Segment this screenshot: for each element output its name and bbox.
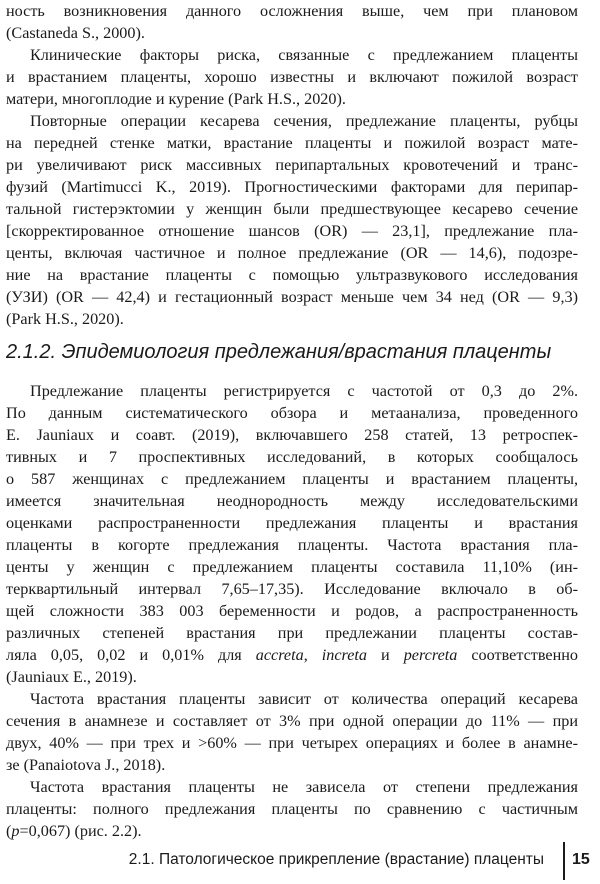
text-line: зе (Panaiotova J., 2018). (6, 756, 166, 774)
text-line: плаценты: полного предлежания плаценты по сравнению с частичным (6, 800, 578, 818)
text-line: сечения в анамнезе и составляет от 3% при одной операции до 11% — при (6, 712, 578, 730)
text-line: фузий (Martimucci K., 2019). Прогностическими факторами для перипар- (6, 178, 578, 196)
text-line: Частота врастания плаценты не зависела от степени предлежания (30, 778, 578, 796)
text-line: (Park H.S., 2020). (6, 310, 124, 328)
text-line: ние на врастание плаценты с помощью ультразвукового исследования (6, 266, 578, 284)
text-line: щей сложности 383 003 беременности и родов, а распространенность (6, 602, 578, 620)
text-line: [скорректированное отношение шансов (OR) — 23,1], предлежание пла- (6, 222, 578, 240)
text-line: и врастанием плаценты, хорошо известны и включают пожилой возраст (6, 68, 578, 86)
text-line: По данным систематического обзора и метаанализа, проведенного (6, 404, 578, 422)
text-line: плаценты в когорте предлежания плаценты. Частота врастания пла- (6, 536, 578, 554)
text-line: Предлежание плаценты регистрируется с частотой от 0,3 до 2%. (30, 382, 578, 400)
text-line: центы, включая частичное и полное предлежание (OR — 14,6), подозре- (6, 244, 578, 262)
text-line: о 587 женщинах с предлежанием плаценты и врастанием плаценты, (6, 470, 578, 488)
text-line: терквартильный интервал 7,65–17,35). Исследование включало в об- (6, 580, 578, 598)
text-line: тальной гистерэктомии у женщин были предшествующее кесарево сечение (6, 200, 578, 218)
text-line: двух, 40% — при трех и >60% — при четырех операциях и более в анамне- (6, 734, 578, 752)
text-line: (Castaneda S., 2000). (6, 24, 145, 42)
text-line: (p=0,067) (рис. 2.2). (6, 822, 142, 840)
text-line: Клинические факторы риска, связанные с предлежанием плаценты (30, 46, 578, 64)
page-number: 15 (572, 851, 590, 868)
running-footer-title: 2.1. Патологическое прикрепление (врастание) плаценты (128, 851, 544, 868)
text-line: ри увеличивают риск массивных перипартальных кровотечений и транс- (6, 156, 578, 174)
text-line: матери, многоплодие и курение (Park H.S., 2020). (6, 90, 346, 108)
text-line: Повторные операции кесарева сечения, предлежание плаценты, рубцы (30, 112, 578, 130)
section-heading: 2.1.2. Эпидемиология предлежания/врастания плаценты (6, 341, 552, 363)
text-line: ляла 0,05, 0,02 и 0,01% для accreta, increta и percreta соответственно (6, 646, 578, 664)
text-line: оценками распространенности предлежания плаценты и врастания (6, 514, 578, 532)
text-line: на передней стенке матки, врастание плаценты и пожилой возраст мате- (6, 134, 578, 152)
text-line: тивных и 7 проспективных исследований, в которых сообщалось (6, 448, 578, 466)
text-line: центы у женщин с предлежанием плаценты составила 11,10% (ин- (6, 558, 578, 576)
text-line: (Jauniaux E., 2019). (6, 668, 137, 686)
text-line: E. Jauniaux и соавт. (2019), включавшего 258 статей, 13 ретроспек- (6, 426, 578, 444)
text-line: Частота врастания плаценты зависит от количества операций кесарева (30, 690, 578, 708)
text-line: имеется значительная неоднородность между исследовательскими (6, 492, 578, 510)
text-line: различных степеней врастания при предлежании плаценты состав- (6, 624, 578, 642)
text-line: (УЗИ) (OR — 42,4) и гестационный возраст меньше чем 34 нед (OR — 9,3) (6, 288, 578, 306)
footer-divider (563, 842, 565, 880)
text-line: ность возникновения данного осложнения выше, чем при плановом (6, 2, 578, 20)
